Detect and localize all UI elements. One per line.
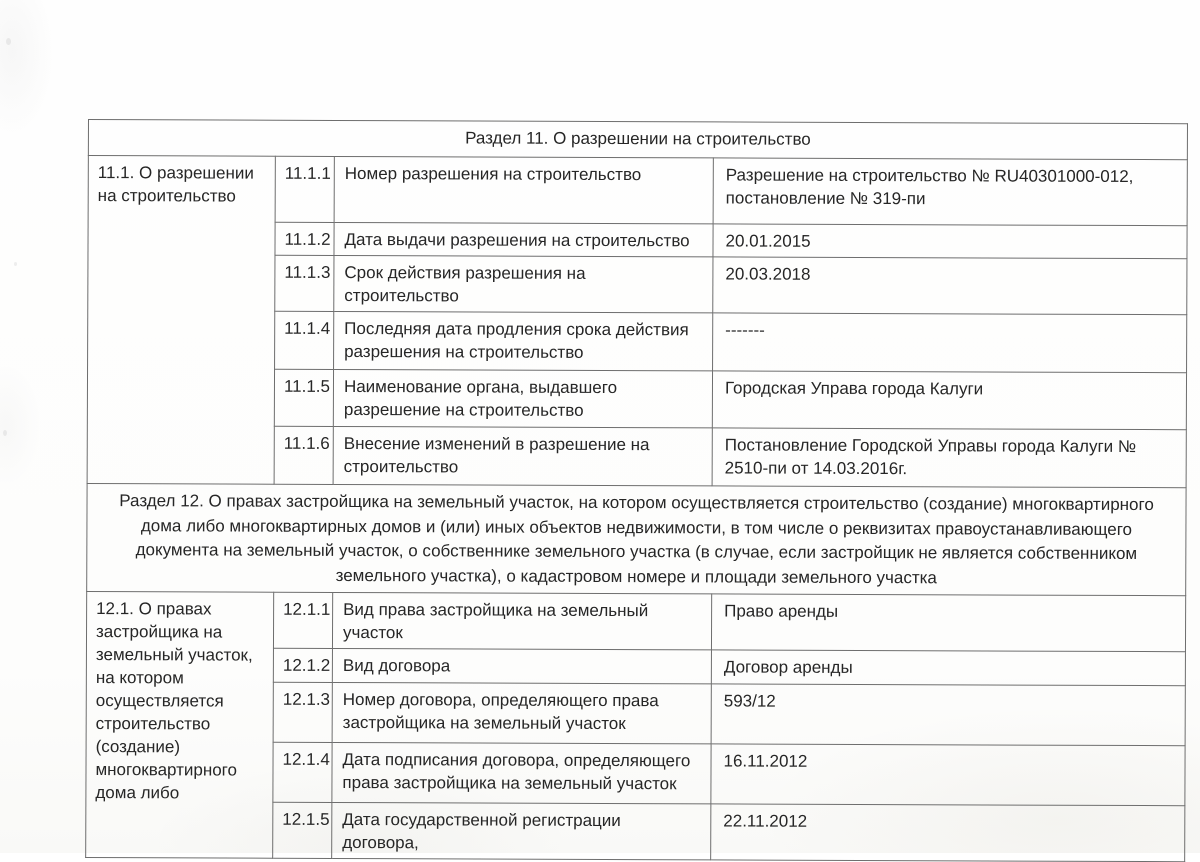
row-label: Наименование органа, выдавшего разрешение на строительство (333, 369, 712, 427)
scan-speckle (3, 430, 7, 436)
row-label: Последняя дата продления срока действия разрешения на строительство (334, 311, 713, 370)
row-number: 12.1.5 (273, 802, 332, 858)
section-11-title: Раздел 11. О разрешении на строительство (88, 120, 1187, 160)
row-value: Договор аренды (711, 650, 1185, 686)
row-label: Срок действия разрешения на строительство (334, 255, 713, 312)
row-value: Право аренды (711, 594, 1185, 652)
section-11-group-label: 11.1. О разрешении на строительство (87, 156, 275, 485)
construction-permit-table (85, 119, 1188, 862)
row-value: 20.03.2018 (713, 257, 1187, 315)
row-label: Номер разрешения на строительство (334, 156, 713, 223)
table-row (86, 591, 1185, 651)
row-number: 12.1.2 (273, 648, 332, 682)
section-11-header-row (88, 120, 1187, 160)
row-label: Вид договора (332, 648, 711, 683)
row-value: 593/12 (711, 684, 1185, 746)
row-number: 12.1.1 (273, 592, 332, 648)
row-label: Дата государственной регистрации договора, (332, 802, 711, 859)
row-number: 11.1.5 (274, 369, 333, 426)
row-value: Постановление Городской Управы города Калуги № 2510-пи от 14.03.2016г. (712, 428, 1186, 488)
scan-speckle (6, 38, 11, 45)
row-value: 22.11.2012 (711, 804, 1185, 862)
row-value: 20.01.2015 (713, 224, 1187, 259)
row-number: 11.1.6 (274, 426, 333, 484)
row-value: Городская Управа города Калуги (712, 371, 1186, 430)
row-number: 11.1.2 (275, 222, 334, 255)
row-label: Номер договора, определяющего права застройщика на земельный участок (332, 682, 711, 743)
row-value: Разрешение на строительство № RU40301000-012, постановление № 319-пи (713, 158, 1187, 226)
row-label: Дата выдачи разрешения на строительство (334, 222, 713, 256)
table-row (88, 156, 1187, 226)
row-number: 11.1.4 (275, 311, 334, 369)
row-label: Вид права застройщика на земельный участок (332, 592, 711, 649)
row-value: 16.11.2012 (711, 744, 1185, 806)
section-12-title: Раздел 12. О правах застройщика на земельный участок, на котором осуществляется строительство (создание) многоквартирного дома либо многоквартирных домов и (или) иных объектов недвижимости, в том числе о реквизитах правоустанавливающего документа на земельный участок, о собственнике земельного участка (в случае, если застройщик не является собственником земельного участка), о кадастровом номере и площади земельного участка (87, 483, 1186, 595)
row-number: 12.1.3 (273, 682, 332, 742)
section-12-header-row (87, 483, 1186, 595)
scan-speckle (14, 262, 17, 266)
row-number: 11.1.1 (275, 156, 334, 222)
row-number: 11.1.3 (275, 255, 334, 311)
row-label: Дата подписания договора, определяющего права застройщика на земельный участок (332, 742, 711, 803)
row-label: Внесение изменений в разрешение на строительство (333, 426, 712, 485)
row-value: ------- (713, 313, 1187, 373)
row-number: 12.1.4 (273, 742, 332, 802)
section-12-group-label: 12.1. О правах застройщика на земельный участок, на котором осуществляется строительство (создание) многоквартирного дома либо (86, 591, 274, 858)
